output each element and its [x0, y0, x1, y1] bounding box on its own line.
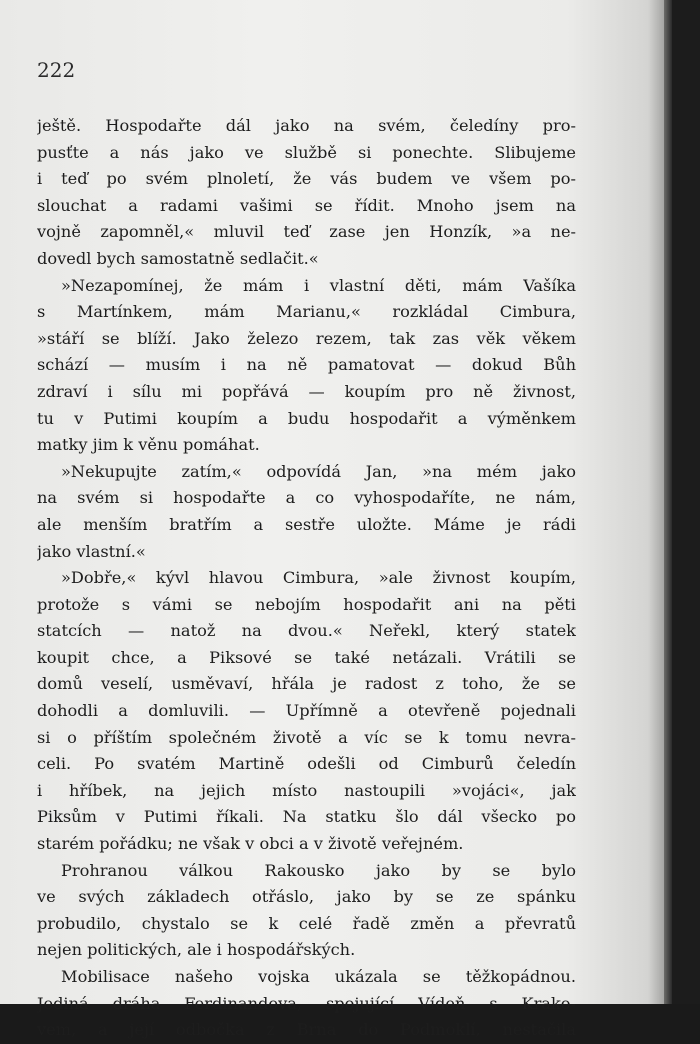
text-line: ještě. Hospodařte dál jako na svém, čeledíny pro- — [37, 116, 576, 135]
text-line: si o příštím společném životě a víc se k tomu nevra- — [37, 727, 576, 747]
text-line: »Dobře,« kývl hlavou Cimbura, »ale živnost koupím, — [61, 568, 576, 588]
text-line: matky jim k věnu pomáhat. — [37, 435, 260, 455]
text-line: Mobilisace našeho vojska ukázala se těžkopádnou. — [61, 967, 576, 986]
text-line: »stáří se blíží. Jako železo rezem, tak zas věk věkem — [37, 328, 576, 348]
text-line: zdraví i sílu mi popřává — koupím pro ně živnost, — [37, 381, 576, 401]
text-line: dovedl bych samostatně sedlačit.« — [37, 248, 319, 268]
text-line: Jediná dráha Ferdinandova, spojující Vídeň s Krako- — [37, 993, 576, 1013]
text-line: »Nekupujte zatím,« odpovídá Jan, »na mém jako — [61, 461, 576, 481]
page-number: 222 — [37, 58, 76, 82]
text-line: dohodli a domluvili. — Upřímně a otevřeně pojednali — [37, 701, 576, 721]
text-line: schází — musím i na ně pamatovat — dokud Bůh — [37, 355, 576, 375]
text-line: statcích — natož na dvou.« Neřekl, který statek — [37, 621, 576, 641]
text-line: Piksům v Putimi říkali. Na statku šlo dál všecko po — [37, 807, 576, 827]
text-line: vem, a její odbočka z Brna do Podmoklí, nestačila — [37, 1020, 576, 1040]
text-line: na svém si hospodařte a co vyhospodaříte, ne nám, — [37, 488, 576, 508]
text-line: »Nezapomínej, že mám i vlastní děti, mám Vašíka — [61, 275, 576, 295]
text-line: protože s vámi se nebojím hospodařit ani na pěti — [37, 594, 576, 614]
page-edge-shadow — [664, 0, 672, 1004]
text-line: s Martínkem, mám Marianu,« rozkládal Cimbura, — [37, 302, 576, 322]
text-line: starém pořádku; ne však v obci a v životě veřejném. — [37, 834, 464, 854]
text-line: Prohranou válkou Rakousko jako by se bylo — [61, 860, 576, 880]
text-line: ve svých základech otřáslo, jako by se ze spánku — [37, 887, 576, 907]
text-line: tu v Putimi koupím a budu hospodařit a výměnkem — [37, 408, 576, 428]
page-text — [37, 113, 576, 1044]
text-line: pusťte a nás jako ve službě si ponechte. Slibujeme — [37, 142, 576, 162]
text-line: i hříbek, na jejich místo nastoupili »vojáci«, jak — [37, 780, 576, 800]
text-line: jako vlastní.« — [37, 541, 146, 561]
text-line: domů veselí, usměvaví, hřála je radost z toho, že se — [37, 674, 576, 694]
text-line: nejen politických, ale i hospodářských. — [37, 940, 356, 960]
text-line: slouchat a radami vašimi se řídit. Mnoho jsem na — [37, 195, 576, 215]
text-line: celi. Po svatém Martině odešli od Cimburů čeledín — [37, 754, 576, 774]
text-line: probudilo, chystalo se k celé řadě změn a převratů — [37, 913, 576, 933]
text-line: ale menším bratřím a sestře uložte. Máme je rádi — [37, 514, 576, 534]
text-line: koupit chce, a Piksové se také netázali. Vrátili se — [37, 647, 576, 667]
text-line: i teď po svém plnoletí, že vás budem ve všem po- — [37, 169, 576, 189]
text-line: vojně zapomněl,« mluvil teď zase jen Honzík, »a ne- — [37, 222, 576, 242]
